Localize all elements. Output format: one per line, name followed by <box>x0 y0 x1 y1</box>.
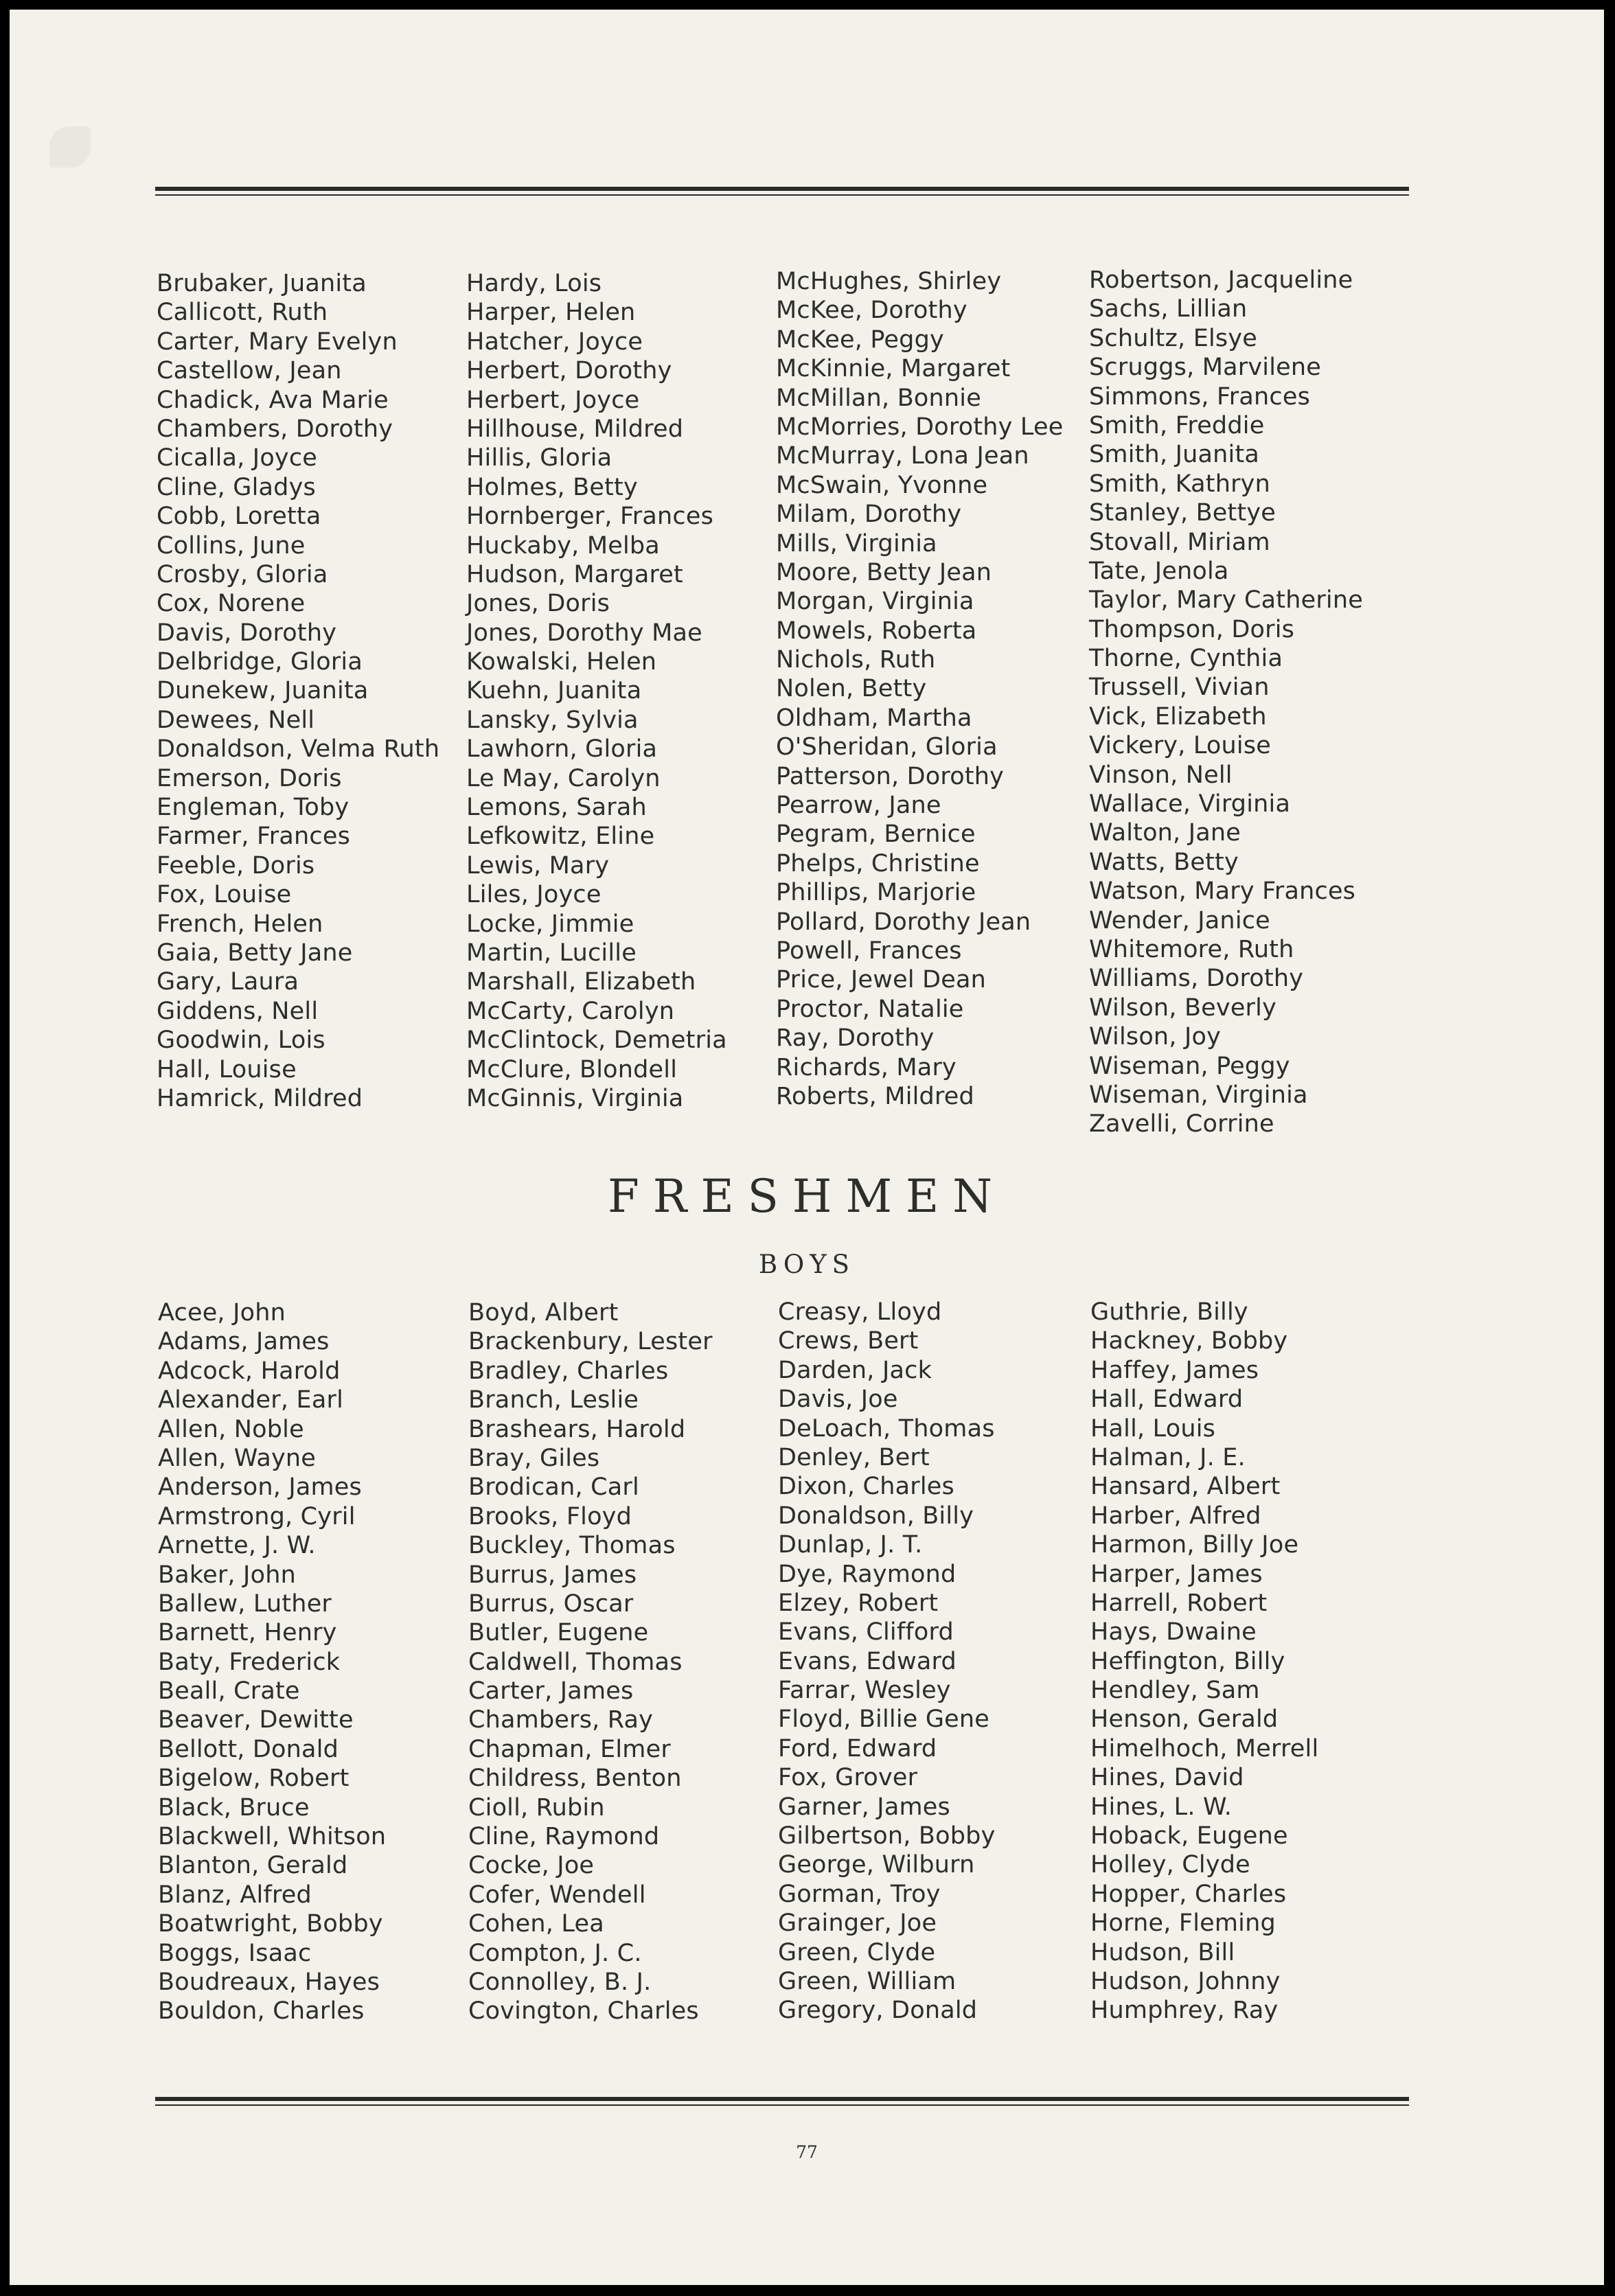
girl-name-entry: McKee, Peggy <box>776 325 944 354</box>
boy-name-entry: Hall, Louis <box>1090 1414 1216 1443</box>
girl-name-entry: Lemons, Sarah <box>466 794 647 822</box>
boy-name-entry: Hudson, Bill <box>1090 1938 1235 1966</box>
section-subtitle: BOYS <box>759 1250 855 1279</box>
girl-name-entry: McGinnis, Virginia <box>466 1084 684 1112</box>
girl-name-entry: Thorne, Cynthia <box>1089 645 1283 673</box>
girl-name-entry: Le May, Carolyn <box>466 764 661 792</box>
girl-name-entry: Jones, Dorothy Mae <box>466 619 702 647</box>
yearbook-page <box>10 10 1604 2285</box>
boy-name-entry: Baty, Frederick <box>158 1648 341 1676</box>
boy-name-entry: Hays, Dwaine <box>1090 1618 1257 1646</box>
boy-name-entry: Green, William <box>778 1967 957 1995</box>
boy-name-entry: Hansard, Albert <box>1090 1473 1281 1501</box>
boy-name-entry: Brodican, Carl <box>468 1473 639 1502</box>
boy-name-entry: Harrell, Robert <box>1090 1589 1268 1617</box>
girl-name-entry: Tate, Jenola <box>1089 557 1229 585</box>
boy-name-entry: Acee, John <box>158 1299 286 1327</box>
girl-name-entry: Hall, Louise <box>157 1055 297 1083</box>
boy-name-entry: Elzey, Robert <box>778 1589 939 1617</box>
boy-name-entry: DeLoach, Thomas <box>778 1414 995 1443</box>
girl-name-entry: McCarty, Carolyn <box>466 997 675 1025</box>
girl-name-entry: Holmes, Betty <box>466 473 638 501</box>
girl-name-entry: Watts, Betty <box>1089 848 1239 876</box>
boy-name-entry: Green, Clyde <box>778 1938 936 1966</box>
boy-name-entry: Floyd, Billie Gene <box>778 1706 989 1734</box>
girl-name-entry: Engleman, Toby <box>157 794 350 822</box>
girl-name-entry: Collins, June <box>157 531 306 560</box>
boy-name-entry: Gregory, Donald <box>778 1997 978 2025</box>
girl-name-entry: Wender, Janice <box>1089 906 1270 934</box>
boy-name-entry: Fox, Grover <box>778 1764 918 1792</box>
boy-name-entry: Hendley, Sam <box>1090 1677 1260 1705</box>
girl-name-entry: Cline, Gladys <box>157 473 316 501</box>
boy-name-entry: Brackenbury, Lester <box>468 1328 713 1356</box>
boy-name-entry: Creasy, Lloyd <box>778 1298 942 1326</box>
girls-column-3 <box>776 267 1092 1111</box>
girl-name-entry: French, Helen <box>157 910 323 938</box>
girl-name-entry: Vinson, Nell <box>1089 761 1233 789</box>
girl-name-entry: Trussell, Vivian <box>1089 674 1270 702</box>
top-double-rule <box>155 187 1409 196</box>
section-title: FRESHMEN <box>608 1170 1006 1223</box>
boy-name-entry: Humphrey, Ray <box>1090 1997 1279 2025</box>
boy-name-entry: Bigelow, Robert <box>158 1765 350 1793</box>
girl-name-entry: Mowels, Roberta <box>776 617 977 645</box>
girl-name-entry: Hornberger, Frances <box>466 503 714 531</box>
girl-name-entry: Phillips, Marjorie <box>776 879 976 907</box>
boy-name-entry: Davis, Joe <box>778 1386 898 1414</box>
boy-name-entry: Cioll, Rubin <box>468 1793 605 1822</box>
girl-name-entry: Jones, Doris <box>466 590 610 618</box>
girl-name-entry: McHughes, Shirley <box>776 268 1002 295</box>
girl-name-entry: Wiseman, Virginia <box>1089 1081 1308 1109</box>
girl-name-entry: O'Sheridan, Gloria <box>776 733 998 761</box>
girl-name-entry: Fox, Louise <box>157 881 292 909</box>
boy-name-entry: Hines, David <box>1090 1764 1244 1792</box>
boy-name-entry: Barnett, Henry <box>158 1619 337 1647</box>
boy-name-entry: Hackney, Bobby <box>1090 1327 1288 1355</box>
girl-name-entry: Thompson, Doris <box>1089 615 1295 643</box>
boy-name-entry: Hines, L. W. <box>1090 1793 1233 1821</box>
boy-name-entry: Garner, James <box>778 1793 950 1821</box>
boy-name-entry: Hoback, Eugene <box>1090 1822 1288 1850</box>
girl-name-entry: Schultz, Elsye <box>1089 324 1258 352</box>
boy-name-entry: Buckley, Thomas <box>468 1532 676 1560</box>
girl-name-entry: McMurray, Lona Jean <box>776 442 1029 470</box>
boys-column-2 <box>468 1298 784 2026</box>
girl-name-entry: Kuehn, Juanita <box>466 677 642 705</box>
boy-name-entry: Adams, James <box>158 1328 330 1356</box>
girl-name-entry: Smith, Juanita <box>1089 441 1260 469</box>
boy-name-entry: Harper, James <box>1090 1560 1263 1588</box>
boy-name-entry: Boyd, Albert <box>468 1299 619 1327</box>
girl-name-entry: Gary, Laura <box>157 968 299 996</box>
girl-name-entry: Locke, Jimmie <box>466 910 634 938</box>
girl-name-entry: Proctor, Natalie <box>776 995 964 1023</box>
boy-name-entry: Chambers, Ray <box>468 1706 654 1734</box>
boy-name-entry: Himelhoch, Merrell <box>1090 1734 1319 1763</box>
girl-name-entry: Vickery, Louise <box>1089 732 1272 760</box>
boy-name-entry: Cocke, Joe <box>468 1852 595 1880</box>
girl-name-entry: Hamrick, Mildred <box>157 1084 363 1112</box>
boy-name-entry: Grainger, Joe <box>778 1909 937 1938</box>
boy-name-entry: Arnette, J. W. <box>158 1532 316 1560</box>
girl-name-entry: Pegram, Bernice <box>776 820 976 849</box>
girl-name-entry: Hudson, Margaret <box>466 560 683 588</box>
girl-name-entry: McMorries, Dorothy Lee <box>776 413 1064 441</box>
boy-name-entry: Bellott, Donald <box>158 1735 339 1763</box>
girl-name-entry: McMillan, Bonnie <box>776 384 981 412</box>
girl-name-entry: Chambers, Dorothy <box>157 415 393 443</box>
boy-name-entry: Brashears, Harold <box>468 1415 686 1443</box>
girl-name-entry: Cicalla, Joyce <box>157 444 318 472</box>
boy-name-entry: Butler, Eugene <box>468 1619 649 1647</box>
boy-name-entry: Evans, Clifford <box>778 1618 954 1646</box>
girl-name-entry: Simmons, Frances <box>1089 382 1311 411</box>
boy-name-entry: Holley, Clyde <box>1090 1851 1250 1879</box>
boy-name-entry: Covington, Charles <box>468 1997 699 2025</box>
girl-name-entry: Price, Jewel Dean <box>776 966 987 994</box>
girl-name-entry: Giddens, Nell <box>157 997 319 1025</box>
boy-name-entry: Halman, J. E. <box>1090 1443 1246 1471</box>
boy-name-entry: Black, Bruce <box>158 1793 310 1822</box>
girl-name-entry: Brubaker, Juanita <box>157 270 367 297</box>
girl-name-entry: Lefkowitz, Eline <box>466 823 655 851</box>
girl-name-entry: Whitemore, Ruth <box>1089 935 1294 963</box>
boys-column-3 <box>778 1298 1094 2025</box>
girl-name-entry: Harper, Helen <box>466 299 636 327</box>
girl-name-entry: Nichols, Ruth <box>776 646 936 674</box>
bottom-double-rule <box>155 2097 1409 2106</box>
girl-name-entry: Scruggs, Marvilene <box>1089 354 1321 382</box>
boy-name-entry: Carter, James <box>468 1677 634 1706</box>
girl-name-entry: Morgan, Virginia <box>776 588 974 616</box>
boy-name-entry: Beall, Crate <box>158 1677 300 1706</box>
boy-name-entry: Denley, Bert <box>778 1443 930 1471</box>
boy-name-entry: Crews, Bert <box>778 1327 919 1355</box>
girls-column-2 <box>466 269 782 1113</box>
girl-name-entry: Lewis, Mary <box>466 851 610 880</box>
girl-name-entry: Lawhorn, Gloria <box>466 735 658 764</box>
boy-name-entry: Harmon, Billy Joe <box>1090 1531 1299 1559</box>
girl-name-entry: McClure, Blondell <box>466 1055 678 1083</box>
boy-name-entry: Brooks, Floyd <box>468 1502 632 1530</box>
girl-name-entry: Donaldson, Velma Ruth <box>157 735 440 764</box>
boy-name-entry: Haffey, James <box>1090 1356 1259 1384</box>
girl-name-entry: Wilson, Joy <box>1089 1023 1222 1051</box>
boy-name-entry: Dixon, Charles <box>778 1473 954 1501</box>
boy-name-entry: Chapman, Elmer <box>468 1735 671 1763</box>
girl-name-entry: Hillis, Gloria <box>466 444 612 472</box>
boy-name-entry: Ford, Edward <box>778 1734 937 1763</box>
girl-name-entry: McSwain, Yvonne <box>776 471 988 499</box>
boys-column-1 <box>158 1298 474 2026</box>
girl-name-entry: Richards, Mary <box>776 1053 957 1081</box>
girl-name-entry: Lansky, Sylvia <box>466 706 639 734</box>
girl-name-entry: Callicott, Ruth <box>157 299 328 327</box>
girl-name-entry: Zavelli, Corrine <box>1089 1110 1274 1138</box>
boy-name-entry: Allen, Wayne <box>158 1444 317 1472</box>
girl-name-entry: Mills, Virginia <box>776 529 937 558</box>
girl-name-entry: Goodwin, Lois <box>157 1026 325 1055</box>
girl-name-entry: Nolen, Betty <box>776 675 927 703</box>
boy-name-entry: Hopper, Charles <box>1090 1880 1287 1908</box>
girl-name-entry: Feeble, Doris <box>157 851 315 880</box>
girl-name-entry: Wallace, Virginia <box>1089 790 1291 818</box>
girl-name-entry: Pollard, Dorothy Jean <box>776 908 1031 936</box>
boy-name-entry: Alexander, Earl <box>158 1386 343 1414</box>
boy-name-entry: Gorman, Troy <box>778 1880 941 1908</box>
girl-name-entry: Dunekew, Juanita <box>157 677 369 705</box>
boy-name-entry: Hudson, Johnny <box>1090 1967 1281 1995</box>
girl-name-entry: Roberts, Mildred <box>776 1082 974 1110</box>
boy-name-entry: Heffington, Billy <box>1090 1647 1285 1675</box>
boy-name-entry: Blackwell, Whitson <box>158 1823 387 1851</box>
boy-name-entry: Bradley, Charles <box>468 1357 669 1385</box>
boy-name-entry: Donaldson, Billy <box>778 1502 974 1530</box>
boy-name-entry: Dye, Raymond <box>778 1560 957 1588</box>
page-emboss-mark <box>49 126 91 168</box>
girl-name-entry: Taylor, Mary Catherine <box>1089 586 1363 615</box>
boy-name-entry: Adcock, Harold <box>158 1357 341 1385</box>
girls-column-1 <box>157 269 472 1113</box>
boy-name-entry: Connolley, B. J. <box>468 1968 652 1996</box>
girl-name-entry: Hillhouse, Mildred <box>466 415 684 443</box>
boy-name-entry: Blanz, Alfred <box>158 1881 312 1909</box>
boy-name-entry: Branch, Leslie <box>468 1386 639 1414</box>
girl-name-entry: Watson, Mary Frances <box>1089 877 1356 906</box>
girl-name-entry: Ray, Dorothy <box>776 1024 935 1053</box>
boy-name-entry: Guthrie, Billy <box>1090 1298 1248 1326</box>
boy-name-entry: Cohen, Lea <box>468 1910 604 1938</box>
boy-name-entry: Dunlap, J. T. <box>778 1531 923 1559</box>
girl-name-entry: Moore, Betty Jean <box>776 558 992 586</box>
girl-name-entry: Herbert, Dorothy <box>466 357 672 385</box>
boy-name-entry: Cofer, Wendell <box>468 1881 646 1909</box>
girl-name-entry: Liles, Joyce <box>466 881 602 909</box>
girl-name-entry: Marshall, Elizabeth <box>466 968 696 996</box>
girl-name-entry: McKinnie, Margaret <box>776 355 1011 383</box>
girl-name-entry: Robertson, Jacqueline <box>1089 266 1353 294</box>
girl-name-entry: Pearrow, Jane <box>776 792 941 820</box>
girl-name-entry: Williams, Dorothy <box>1089 965 1304 993</box>
girl-name-entry: Smith, Freddie <box>1089 411 1265 439</box>
girl-name-entry: Stovall, Miriam <box>1089 528 1270 556</box>
girl-name-entry: Wiseman, Peggy <box>1089 1052 1290 1080</box>
girl-name-entry: Walton, Jane <box>1089 819 1241 847</box>
girl-name-entry: Hardy, Lois <box>466 270 602 297</box>
girl-name-entry: McKee, Dorothy <box>776 297 967 325</box>
girl-name-entry: Patterson, Dorothy <box>776 762 1005 790</box>
boy-name-entry: Gilbertson, Bobby <box>778 1822 996 1850</box>
girl-name-entry: Crosby, Gloria <box>157 560 328 588</box>
girl-name-entry: Powell, Frances <box>776 937 962 965</box>
girl-name-entry: Herbert, Joyce <box>466 386 640 414</box>
girl-name-entry: Stanley, Bettye <box>1089 499 1276 527</box>
boy-name-entry: George, Wilburn <box>778 1851 975 1879</box>
boy-name-entry: Boggs, Isaac <box>158 1939 312 1967</box>
girls-column-4 <box>1089 266 1405 1139</box>
girl-name-entry: Delbridge, Gloria <box>157 648 363 676</box>
girl-name-entry: Cobb, Loretta <box>157 503 321 531</box>
boy-name-entry: Anderson, James <box>158 1473 362 1502</box>
boy-name-entry: Burrus, Oscar <box>468 1589 634 1618</box>
page-number: 77 <box>796 2142 818 2162</box>
boy-name-entry: Henson, Gerald <box>1090 1706 1279 1734</box>
boy-name-entry: Caldwell, Thomas <box>468 1648 683 1676</box>
boy-name-entry: Baker, John <box>158 1561 296 1589</box>
boy-name-entry: Cline, Raymond <box>468 1823 660 1851</box>
boy-name-entry: Farrar, Wesley <box>778 1677 951 1705</box>
boys-column-4 <box>1090 1298 1406 2025</box>
girl-name-entry: Vick, Elizabeth <box>1089 702 1267 731</box>
boy-name-entry: Bray, Giles <box>468 1444 600 1472</box>
girl-name-entry: Carter, Mary Evelyn <box>157 328 398 356</box>
girl-name-entry: McClintock, Demetria <box>466 1026 727 1055</box>
girl-name-entry: Chadick, Ava Marie <box>157 386 389 414</box>
girl-name-entry: Dewees, Nell <box>157 706 315 734</box>
boy-name-entry: Allen, Noble <box>158 1415 304 1443</box>
boy-name-entry: Harber, Alfred <box>1090 1502 1261 1530</box>
girl-name-entry: Huckaby, Melba <box>466 531 660 560</box>
boy-name-entry: Beaver, Dewitte <box>158 1706 354 1734</box>
girl-name-entry: Davis, Dorothy <box>157 619 337 647</box>
boy-name-entry: Bouldon, Charles <box>158 1997 365 2025</box>
boy-name-entry: Childress, Benton <box>468 1765 682 1793</box>
boy-name-entry: Darden, Jack <box>778 1356 932 1384</box>
girl-name-entry: Gaia, Betty Jane <box>157 939 353 967</box>
boy-name-entry: Horne, Fleming <box>1090 1909 1276 1938</box>
girl-name-entry: Wilson, Beverly <box>1089 994 1276 1022</box>
girl-name-entry: Hatcher, Joyce <box>466 328 643 356</box>
boy-name-entry: Boudreaux, Hayes <box>158 1968 380 1996</box>
boy-name-entry: Hall, Edward <box>1090 1386 1244 1414</box>
girl-name-entry: Oldham, Martha <box>776 704 972 732</box>
girl-name-entry: Phelps, Christine <box>776 849 980 877</box>
girl-name-entry: Castellow, Jean <box>157 357 342 385</box>
girl-name-entry: Smith, Kathryn <box>1089 470 1270 498</box>
girl-name-entry: Kowalski, Helen <box>466 648 657 676</box>
girl-name-entry: Farmer, Frances <box>157 823 351 851</box>
boy-name-entry: Evans, Edward <box>778 1647 957 1675</box>
girl-name-entry: Emerson, Doris <box>157 764 342 792</box>
boy-name-entry: Compton, J. C. <box>468 1939 642 1967</box>
girl-name-entry: Sachs, Lillian <box>1089 295 1248 323</box>
boy-name-entry: Burrus, James <box>468 1561 637 1589</box>
girl-name-entry: Cox, Norene <box>157 590 306 618</box>
boy-name-entry: Ballew, Luther <box>158 1589 332 1618</box>
boy-name-entry: Boatwright, Bobby <box>158 1910 383 1938</box>
girl-name-entry: Milam, Dorothy <box>776 501 962 529</box>
boy-name-entry: Blanton, Gerald <box>158 1852 348 1880</box>
boy-name-entry: Armstrong, Cyril <box>158 1502 356 1530</box>
girl-name-entry: Martin, Lucille <box>466 939 637 967</box>
